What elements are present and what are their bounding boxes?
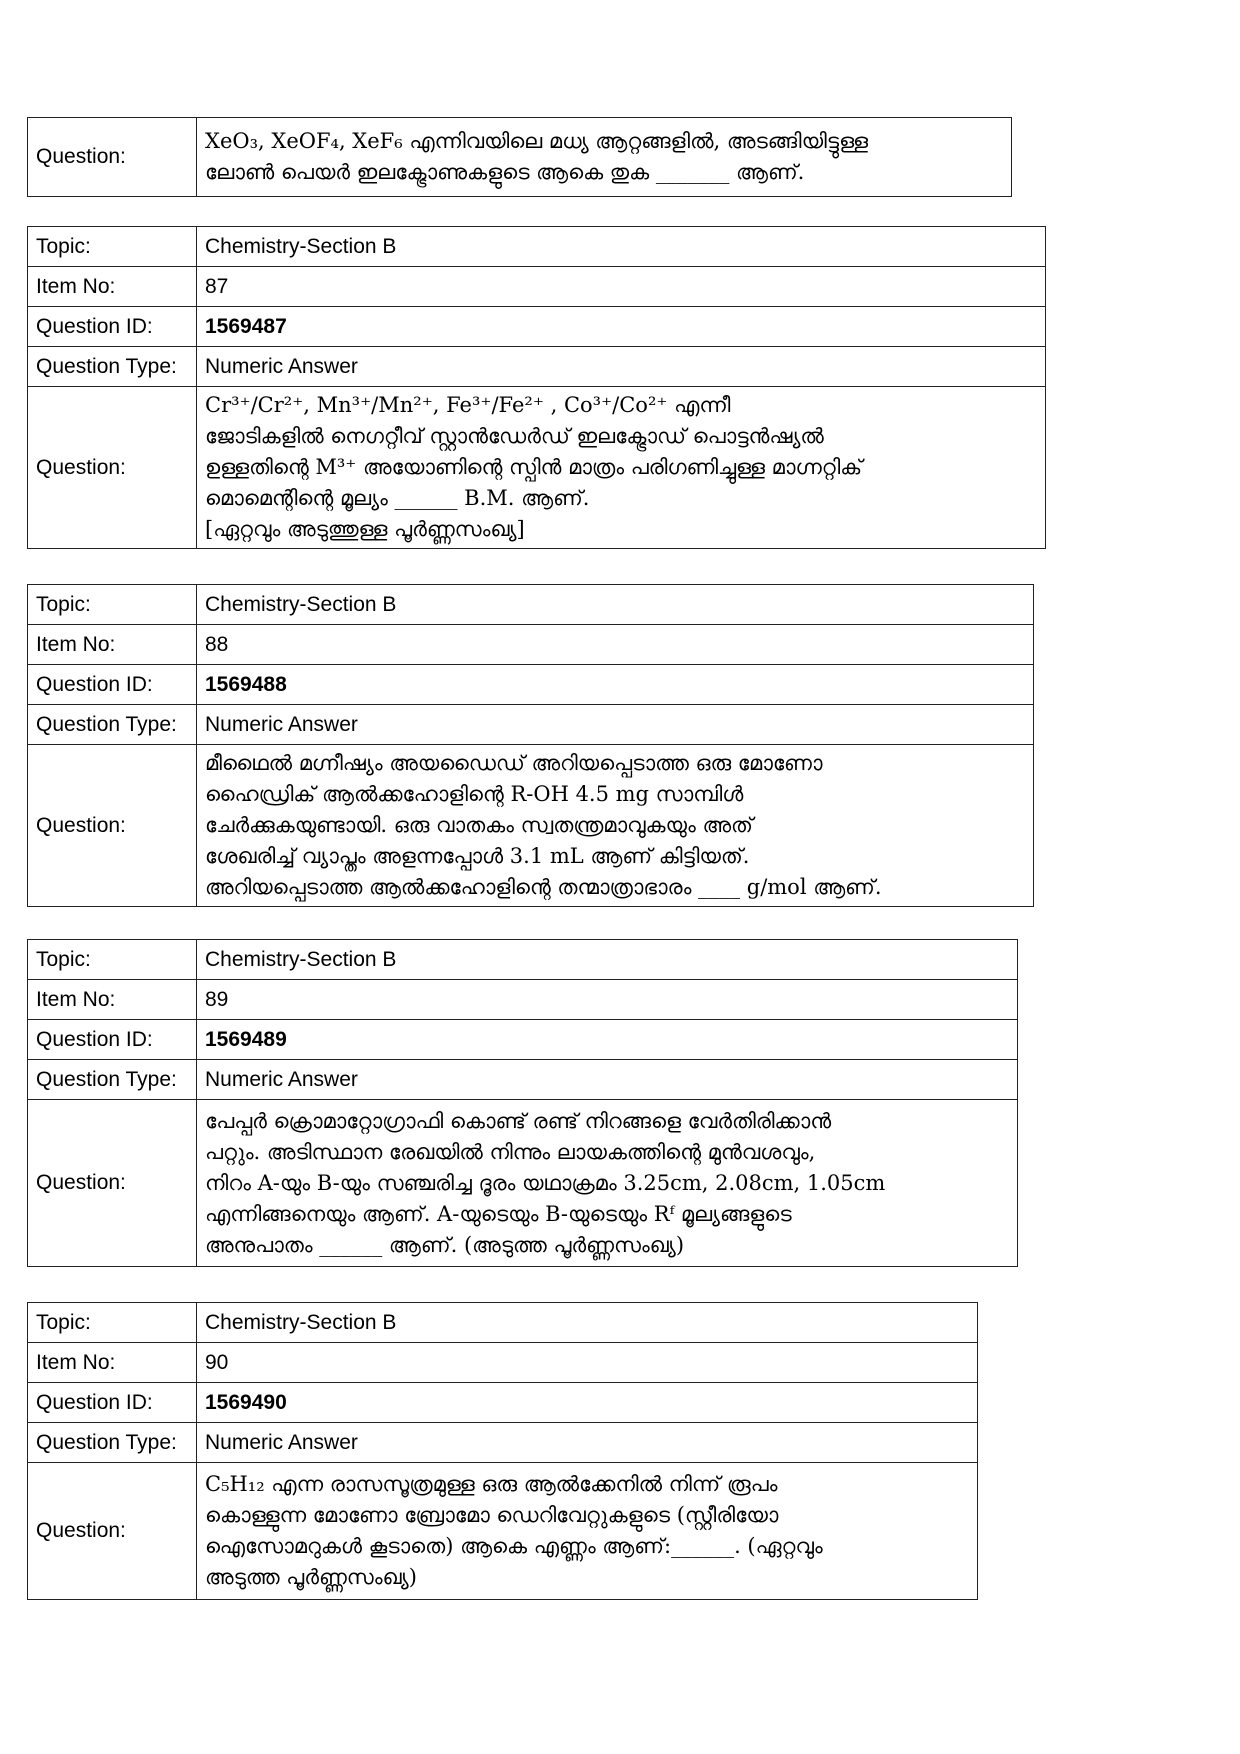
item-no-row	[28, 980, 1018, 1020]
question-text	[197, 1100, 1018, 1267]
question-type-label: Question Type:	[28, 1060, 197, 1100]
item-no-value: 90	[197, 1343, 978, 1383]
question-id-row	[28, 307, 1046, 347]
question-line: അറിയപ്പെടാത്ത ആൽക്കഹോളിന്റെ തന്മാത്രാഭാരം ____ g/mol ആണ്.	[205, 875, 882, 899]
question-line: പറ്റും. അടിസ്ഥാന രേഖയിൽ നിന്നും ലായകത്തിന്റെ മുൻവശവും,	[205, 1139, 816, 1164]
question-label: Question:	[28, 745, 197, 907]
question-line: മൊമെന്റിന്റെ മൂല്യം ______ B.M. ആണ്.	[205, 486, 590, 510]
question-line: ശേഖരിച്ച് വ്യാപ്തം അളന്നപ്പോൾ 3.1 mL ആണ് കിട്ടിയത്.	[205, 844, 750, 868]
top-question-table	[27, 117, 1012, 197]
question-type-value: Numeric Answer	[197, 705, 1034, 745]
topic-value: Chemistry-Section B	[197, 1303, 978, 1343]
question-type-row	[28, 1060, 1018, 1100]
question-label: Question:	[28, 387, 197, 549]
item-no-value: 87	[197, 267, 1046, 307]
topic-row	[28, 940, 1018, 980]
item-no-row	[28, 625, 1034, 665]
question-type-value: Numeric Answer	[197, 1423, 978, 1463]
question-line: [ഏറ്റവും അടുത്തുള്ള പൂർണ്ണസംഖ്യ]	[205, 517, 525, 541]
question-row	[28, 118, 1012, 197]
question-line: അടുത്ത പൂർണ്ണസംഖ്യ)	[205, 1565, 417, 1589]
item-no-label: Item No:	[28, 267, 197, 307]
topic-value: Chemistry-Section B	[197, 940, 1018, 980]
question-line: ഐസോമറുകൾ കൂടാതെ) ആകെ എണ്ണം ആണ്:______. (ഏറ്റവും	[205, 1534, 823, 1558]
item-no-value: 89	[197, 980, 1018, 1020]
topic-value: Chemistry-Section B	[197, 585, 1034, 625]
question-line: എന്നിങ്ങനെയും ആണ്. A-യുടെയും B-യുടെയും Rᶠ മൂല്യങ്ങളുടെ	[205, 1201, 792, 1226]
question-line: Cr³⁺/Cr²⁺, Mn³⁺/Mn²⁺, Fe³⁺/Fe²⁺ , Co³⁺/Co²⁺ എന്നീ	[205, 393, 731, 417]
question-line: XeO₃, XeOF₄, XeF₆ എന്നിവയിലെ മധ്യ ആറ്റങ്ങളിൽ, അടങ്ങിയിട്ടുള്ള	[205, 129, 869, 153]
question-label: Question:	[28, 1100, 197, 1267]
question-type-value: Numeric Answer	[197, 1060, 1018, 1100]
question-line: ജോടികളിൽ നെഗറ്റീവ് സ്റ്റാൻഡേർഡ് ഇലക്ട്രോഡ് പൊട്ടൻഷ്യൽ	[205, 424, 824, 448]
question-type-label: Question Type:	[28, 1423, 197, 1463]
item-no-label: Item No:	[28, 625, 197, 665]
question-line: അനുപാതം ______ ആണ്. (അടുത്ത പൂർണ്ണസംഖ്യ)	[205, 1232, 685, 1257]
question-label: Question:	[28, 118, 197, 197]
question-line: നിറം A-യും B-യും സഞ്ചരിച്ച ദൂരം യഥാക്രമം 3.25cm, 2.08cm, 1.05cm	[205, 1170, 886, 1195]
item-table	[27, 226, 1046, 549]
question-line: കൊള്ളുന്ന മോണോ ബ്രോമോ ഡെറിവേറ്റുകളുടെ (സ്റ്റീരിയോ	[205, 1503, 779, 1527]
question-line: ഉള്ളതിന്റെ M³⁺ അയോണിന്റെ സ്പിൻ മാത്രം പരിഗണിച്ചുള്ള മാഗ്നറ്റിക്	[205, 455, 863, 479]
item-table	[27, 939, 1018, 1267]
item-no-label: Item No:	[28, 980, 197, 1020]
question-type-label: Question Type:	[28, 347, 197, 387]
question-id-value: 1569490	[197, 1383, 978, 1423]
item-no-row	[28, 267, 1046, 307]
question-line: C₅H₁₂ എന്ന രാസസൂത്രമുള്ള ഒരു ആൽക്കേനിൽ നിന്ന് രൂപം	[205, 1472, 778, 1496]
topic-label: Topic:	[28, 585, 197, 625]
question-line: മീഥൈൽ മഗ്നീഷ്യം അയഡൈഡ് അറിയപ്പെടാത്ത ഒരു മോണോ	[205, 751, 823, 775]
question-type-row	[28, 347, 1046, 387]
question-line: ചേർക്കുകയുണ്ടായി. ഒരു വാതകം സ്വതന്ത്രമാവുകയും അത്	[205, 813, 753, 837]
question-type-label: Question Type:	[28, 705, 197, 745]
topic-label: Topic:	[28, 1303, 197, 1343]
item-no-row	[28, 1343, 978, 1383]
question-id-row	[28, 1020, 1018, 1060]
question-text	[197, 118, 1012, 197]
question-row	[28, 387, 1046, 549]
question-id-label: Question ID:	[28, 1383, 197, 1423]
topic-label: Topic:	[28, 940, 197, 980]
question-id-row	[28, 665, 1034, 705]
topic-row	[28, 585, 1034, 625]
topic-row	[28, 227, 1046, 267]
question-id-label: Question ID:	[28, 307, 197, 347]
question-text	[197, 1463, 978, 1600]
question-id-label: Question ID:	[28, 1020, 197, 1060]
item-no-label: Item No:	[28, 1343, 197, 1383]
question-type-value: Numeric Answer	[197, 347, 1046, 387]
question-row	[28, 1100, 1018, 1267]
question-text	[197, 387, 1046, 549]
question-row	[28, 745, 1034, 907]
item-table	[27, 584, 1034, 907]
question-id-value: 1569488	[197, 665, 1034, 705]
question-type-row	[28, 1423, 978, 1463]
question-id-value: 1569489	[197, 1020, 1018, 1060]
topic-value: Chemistry-Section B	[197, 227, 1046, 267]
question-text	[197, 745, 1034, 907]
topic-label: Topic:	[28, 227, 197, 267]
question-line: ലോൺ പെയർ ഇലക്ട്രോണുകളുടെ ആകെ തുക _______ ആണ്.	[205, 160, 805, 184]
question-label: Question:	[28, 1463, 197, 1600]
question-row	[28, 1463, 978, 1600]
item-table	[27, 1302, 978, 1600]
question-id-label: Question ID:	[28, 665, 197, 705]
item-no-value: 88	[197, 625, 1034, 665]
question-line: പേപ്പർ ക്രൊമാറ്റോഗ്രാഫി കൊണ്ട് രണ്ട് നിറങ്ങളെ വേർതിരിക്കാൻ	[205, 1108, 832, 1133]
question-id-row	[28, 1383, 978, 1423]
topic-row	[28, 1303, 978, 1343]
question-line: ഹൈഡ്രിക് ആൽക്കഹോളിന്റെ R-OH 4.5 mg സാമ്പിൾ	[205, 782, 744, 806]
question-type-row	[28, 705, 1034, 745]
question-id-value: 1569487	[197, 307, 1046, 347]
